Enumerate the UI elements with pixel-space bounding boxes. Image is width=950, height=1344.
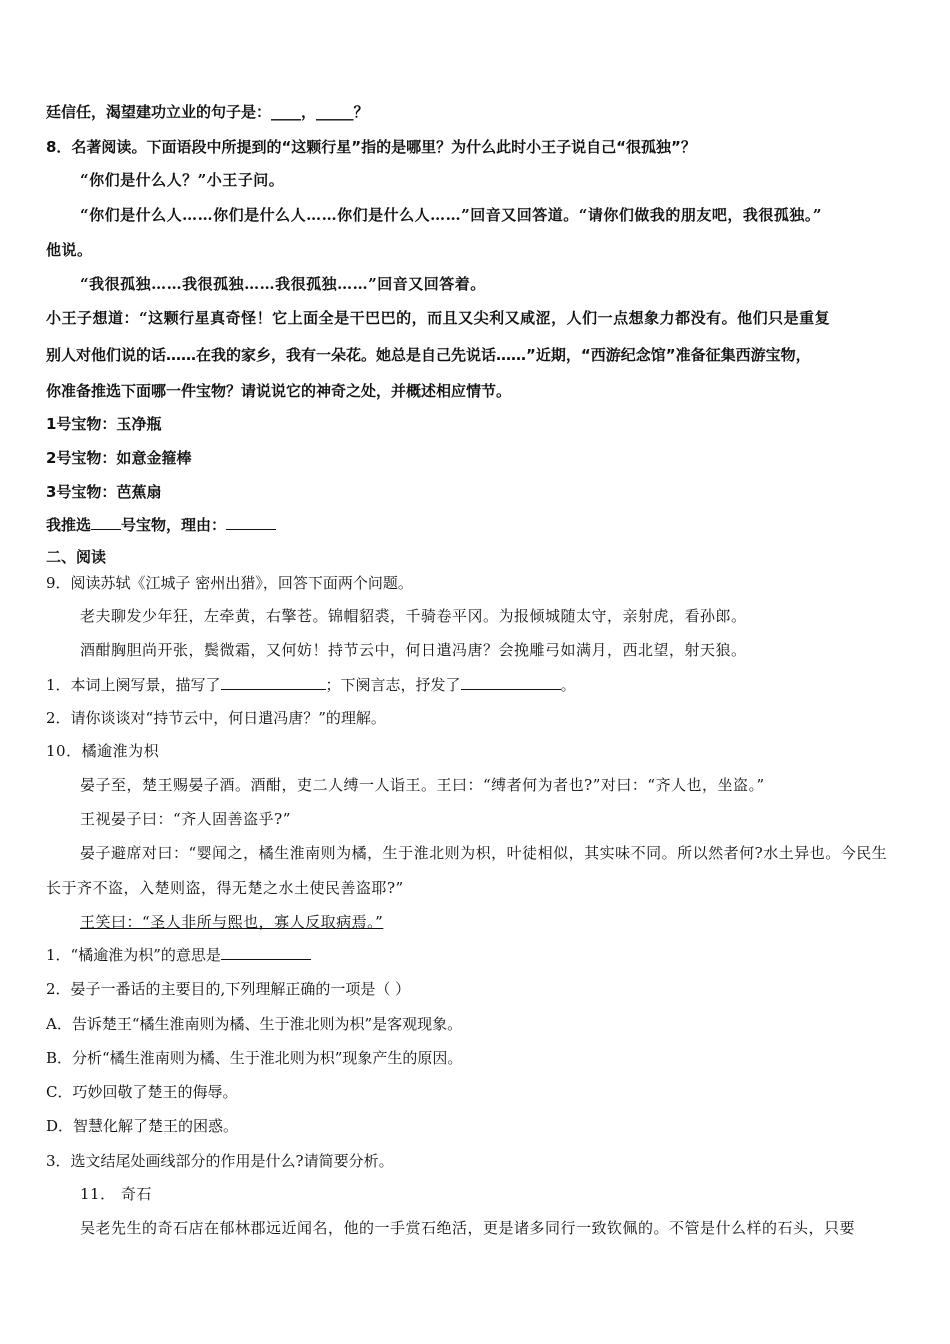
q8-para-4b: 别人对他们说的话……在我的家乡，我有一朵花。她总是自己先说话……”近期，“西游纪念馆”准备征集西游宝物， (46, 346, 811, 364)
option-b: B．分析“橘生淮南则为橘、生于淮北则为枳”现象产生的原因。 (46, 1049, 463, 1067)
poem-line-1: 老夫聊发少年狂，左牵黄，右擎苍。锦帽貂裘，千骑卷平冈。为报倾城随太守，亲射虎，看孙郎。 (80, 607, 747, 625)
question-10: 10．橘逾淮为枳 (46, 742, 160, 760)
q9-sub-1-text-a: 1．本词上阕写景，描写了 (46, 676, 221, 694)
poem-line-2: 酒酣胸胆尚开张，鬓微霜，又何妨！持节云中，何日遣冯唐？会挽雕弓如满月，西北望，射天狼。 (80, 641, 747, 659)
q10-para-4-text: 王笑曰：“圣人非所与熙也，寡人反取病焉。” (80, 913, 384, 931)
option-c: C．巧妙回敬了楚王的侮辱。 (46, 1083, 238, 1101)
question-11: 11． 奇石 (80, 1185, 152, 1203)
q8-para-3: “我很孤独……我很孤独……我很孤独……”回音又回答着。 (80, 275, 486, 293)
q10-sub-1-text: 1．“橘逾淮为枳”的意思是 (46, 946, 221, 964)
q10-para-3a: 晏子避席对曰：“婴闻之，橘生淮南则为橘，生于淮北则为枳，叶徒相似，其实味不同。所以然者何?水土异也。今民生 (80, 844, 888, 862)
q8-para-2b: 他说。 (46, 241, 93, 259)
ambition-blank[interactable] (461, 675, 561, 690)
q10-para-4-underlined (80, 912, 397, 932)
treasure-1: 1号宝物：玉净瓶 (46, 415, 162, 433)
q10-sub-1 (46, 945, 311, 965)
q10-para-1: 晏子至，楚王赐晏子酒。酒酣，吏二人缚一人诣王。王曰：“缚者何为者也?”对曰：“齐人也，坐盗。” (80, 776, 765, 794)
q10-sub-3: 3．选文结尾处画线部分的作用是什么?请简要分析。 (46, 1152, 394, 1170)
meaning-blank[interactable] (221, 945, 311, 960)
option-d: D．智慧化解了楚王的困惑。 (46, 1117, 239, 1135)
treasure-2: 2号宝物：如意金箍棒 (46, 449, 192, 467)
reason-blank[interactable] (226, 515, 276, 530)
q9-sub-1-text-c: 。 (560, 676, 576, 694)
line-l1: 廷信任，渴望建功立业的句子是：____，_____？ (46, 103, 369, 121)
option-a: A．告诉楚王“橘生淮南则为橘、生于淮北则为枳”是客观现象。 (46, 1015, 463, 1033)
q8-para-1: “你们是什么人？”小王子问。 (80, 171, 285, 189)
recommend-text-b: 号宝物，理由： (121, 516, 227, 534)
q10-para-3b: 长于齐不盗，入楚则盗，得无楚之水土使民善盗耶?” (46, 879, 404, 897)
treasure-number-blank[interactable] (91, 515, 121, 530)
question-8: 8．名著阅读。下面语段中所提到的“这颗行星”指的是哪里？为什么此时小王子说自己“很孤独”？ (46, 138, 696, 156)
q8-para-4c: 你准备推选下面哪一件宝物？请说说它的神奇之处，并概述相应情节。 (46, 382, 512, 400)
scenery-blank[interactable] (221, 675, 326, 690)
recommend-text-a: 我推选 (46, 516, 92, 534)
q10-sub-2: 2．晏子一番话的主要目的,下列理解正确的一项是（ ） (46, 980, 411, 998)
q10-para-2: 王视晏子曰：“齐人固善盗乎?” (80, 810, 291, 828)
q9-sub-2: 2．请你谈谈对“持节云中，何日遣冯唐？”的理解。 (46, 709, 386, 727)
section-2-heading: 二、阅读 (46, 548, 107, 566)
q8-para-4a: 小王子想道：“这颗行星真奇怪！它上面全是干巴巴的，而且又尖利又咸涩，人们一点想象力都没有。他们只是重复 (46, 309, 831, 327)
q9-sub-1-text-b: ；下阕言志，抒发了 (325, 676, 461, 694)
q8-para-2a: “你们是什么人……你们是什么人……你们是什么人……”回音又回答道。“请你们做我的朋友吧，我很孤独。” (80, 206, 823, 224)
question-9: 9．阅读苏轼《江城子 密州出猎》，回答下面两个问题。 (46, 574, 413, 592)
recommend-line (46, 515, 276, 535)
q11-para-1: 吴老先生的奇石店在郁林郡远近闻名，他的一手赏石绝活，更是诸多同行一致钦佩的。不管是什么样的石头，只要 (80, 1219, 856, 1237)
treasure-3: 3号宝物：芭蕉扇 (46, 483, 162, 501)
q9-sub-1 (46, 675, 576, 695)
